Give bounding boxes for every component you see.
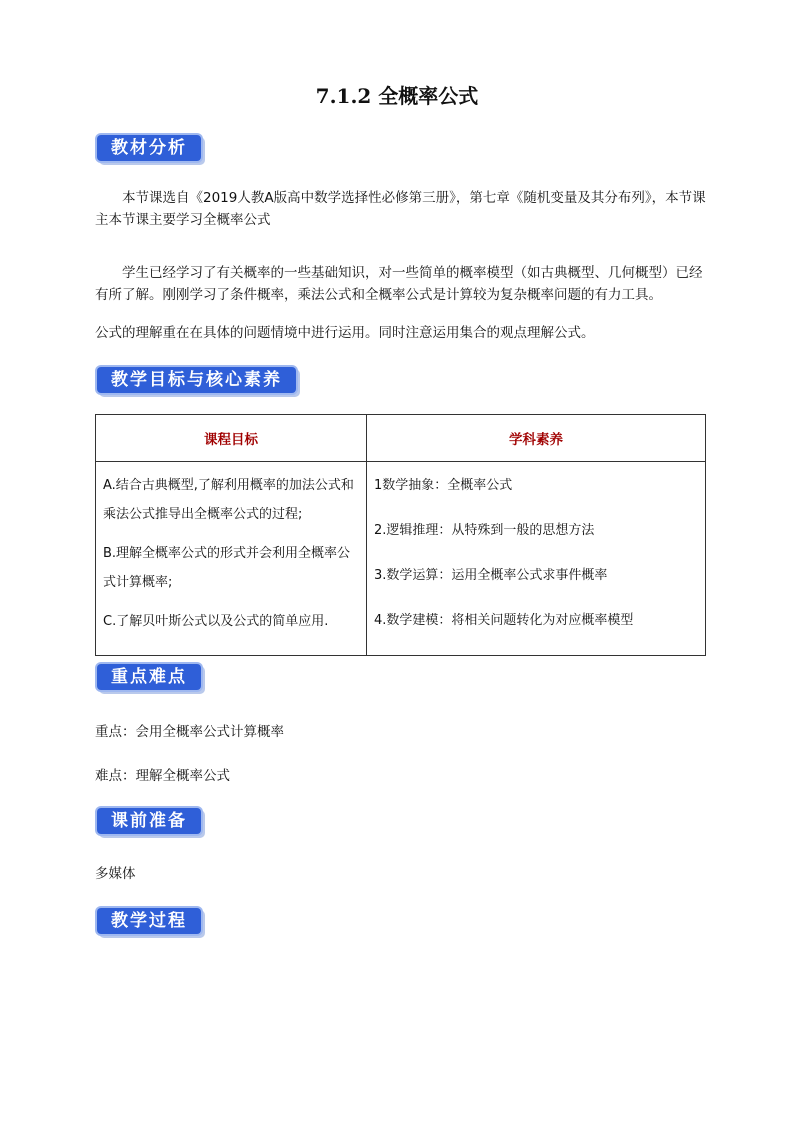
key-point-text: 重点：会用全概率公式计算概率 bbox=[95, 724, 284, 740]
course-goal-a: A.结合古典概型,了解利用概率的加法公式和乘法公式推导出全概率公式的过程; bbox=[103, 478, 354, 522]
analysis-paragraph-2: 学生已经学习了有关概率的一些基础知识，对一些简单的概率模型（如古典概型、几何概型）已经有所了解。刚刚学习了条件概率，乘法公式和全概率公式是计算较为复杂概率问题的有力工具。 bbox=[95, 265, 703, 303]
course-goal-c: C.了解贝叶斯公式以及公式的简单应用. bbox=[103, 614, 329, 629]
literacy-item-3: 3.数学运算：运用全概率公式求事件概率 bbox=[374, 568, 608, 583]
section-tag-goals: 教学目标与核心素养 bbox=[97, 367, 296, 393]
literacy-item-4: 4.数学建模：将相关问题转化为对应概率模型 bbox=[374, 613, 634, 628]
goals-course-cell bbox=[96, 462, 367, 656]
section-tag-prep: 课前准备 bbox=[97, 808, 201, 834]
course-goal-b: B.理解全概率公式的形式并会利用全概率公式计算概率; bbox=[103, 546, 351, 590]
goals-table bbox=[95, 414, 706, 656]
difficult-point-text: 难点：理解全概率公式 bbox=[95, 768, 230, 784]
analysis-paragraph-3: 公式的理解重在在具体的问题情境中进行运用。同时注意运用集合的观点理解公式。 bbox=[95, 325, 595, 341]
section-tag-process: 教学过程 bbox=[97, 908, 201, 934]
goals-header-course: 课程目标 bbox=[96, 415, 367, 462]
goals-header-literacy: 学科素养 bbox=[367, 415, 706, 462]
literacy-item-2: 2.逻辑推理：从特殊到一般的思想方法 bbox=[374, 523, 595, 538]
prep-text: 多媒体 bbox=[95, 866, 136, 882]
analysis-paragraph-1: 本节课选自《2019人教A版高中数学选择性必修第三册》，第七章《随机变量及其分布列》，本节课主本节课主要学习全概率公式 bbox=[95, 190, 706, 228]
section-tag-analysis: 教材分析 bbox=[97, 135, 201, 161]
literacy-item-1: 1数学抽象：全概率公式 bbox=[374, 478, 513, 493]
page-title: 7.1.2 全概率公式 bbox=[315, 84, 479, 108]
section-tag-keypoints: 重点难点 bbox=[97, 664, 201, 690]
goals-literacy-cell bbox=[367, 462, 706, 656]
